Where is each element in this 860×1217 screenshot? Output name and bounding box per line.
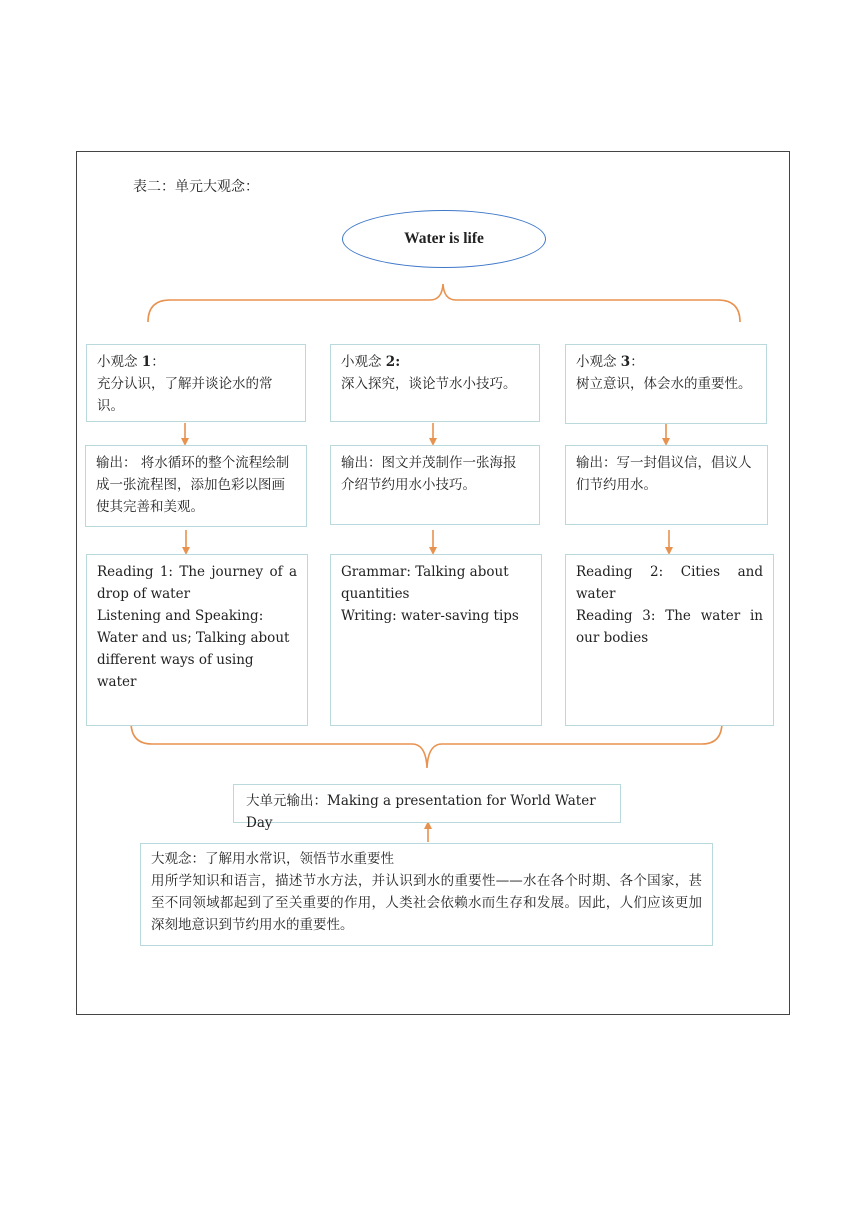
output-box-2 bbox=[330, 445, 540, 525]
top-brace bbox=[148, 284, 740, 322]
lesson-2-2: Writing: water-saving tips bbox=[341, 608, 519, 624]
summary-body: 用所学知识和语言，描述节水方法，并认识到水的重要性——水在各个时期、各个国家，甚至不同领域都起到了至关重要的作用，人类社会依赖水而生存和发展。因此，人们应该更加深刻地意识到节约用水的重要性。 bbox=[151, 873, 702, 933]
lesson-box-3 bbox=[565, 554, 774, 726]
output-text-3: 输出：写一封倡议信，倡议人们节约用水。 bbox=[576, 455, 752, 493]
idea-text-2: 深入探究，谈论节水小技巧。 bbox=[341, 376, 517, 392]
idea-num-2: 2 bbox=[385, 354, 396, 370]
output-box-3 bbox=[565, 445, 768, 525]
idea-colon-1: ： bbox=[151, 354, 165, 370]
idea-text-3: 树立意识，体会水的重要性。 bbox=[576, 376, 752, 392]
idea-text-1: 充分认识，了解并谈论水的常识。 bbox=[97, 376, 273, 414]
lesson-box-1 bbox=[86, 554, 308, 726]
unit-output-text: 大单元输出：Making a presentation for World Water Day bbox=[246, 793, 596, 831]
output-text-2: 输出：图文并茂制作一张海报介绍节约用水小技巧。 bbox=[341, 455, 517, 493]
idea-box-2 bbox=[330, 344, 540, 422]
lesson-3-2: Reading 3: The water in our bodies bbox=[576, 608, 763, 646]
output-box-1 bbox=[85, 445, 307, 527]
summary-box bbox=[140, 843, 713, 946]
idea-colon-3: ： bbox=[630, 354, 644, 370]
idea-num-1: 1 bbox=[141, 354, 152, 370]
lesson-1-2: Listening and Speaking: Water and us; Talking about different ways of using water bbox=[97, 608, 290, 690]
idea-label-2: 小观念 bbox=[341, 354, 382, 370]
idea-label-1: 小观念 bbox=[97, 354, 138, 370]
lesson-box-2 bbox=[330, 554, 542, 726]
lesson-3-1: Reading 2: Cities and water bbox=[576, 564, 763, 602]
big-idea-title: Water is life bbox=[404, 230, 484, 247]
idea-box-1 bbox=[86, 344, 306, 422]
bottom-brace bbox=[131, 722, 722, 768]
summary-title: 大观念：了解用水常识，领悟节水重要性 bbox=[151, 851, 394, 867]
lesson-1-1: Reading 1: The journey of a drop of water bbox=[97, 564, 297, 602]
idea-label-3: 小观念 bbox=[576, 354, 617, 370]
table-caption: 表二：单元大观念： bbox=[133, 179, 259, 195]
idea-colon-2: : bbox=[395, 354, 401, 370]
big-idea-ellipse bbox=[342, 210, 546, 268]
idea-box-3 bbox=[565, 344, 767, 424]
lesson-2-1: Grammar: Talking about quantities bbox=[341, 564, 509, 602]
idea-num-3: 3 bbox=[620, 354, 631, 370]
unit-output-box bbox=[233, 784, 621, 831]
output-text-1: 输出： 将水循环的整个流程绘制成一张流程图，添加色彩以图画使其完善和美观。 bbox=[96, 455, 290, 515]
